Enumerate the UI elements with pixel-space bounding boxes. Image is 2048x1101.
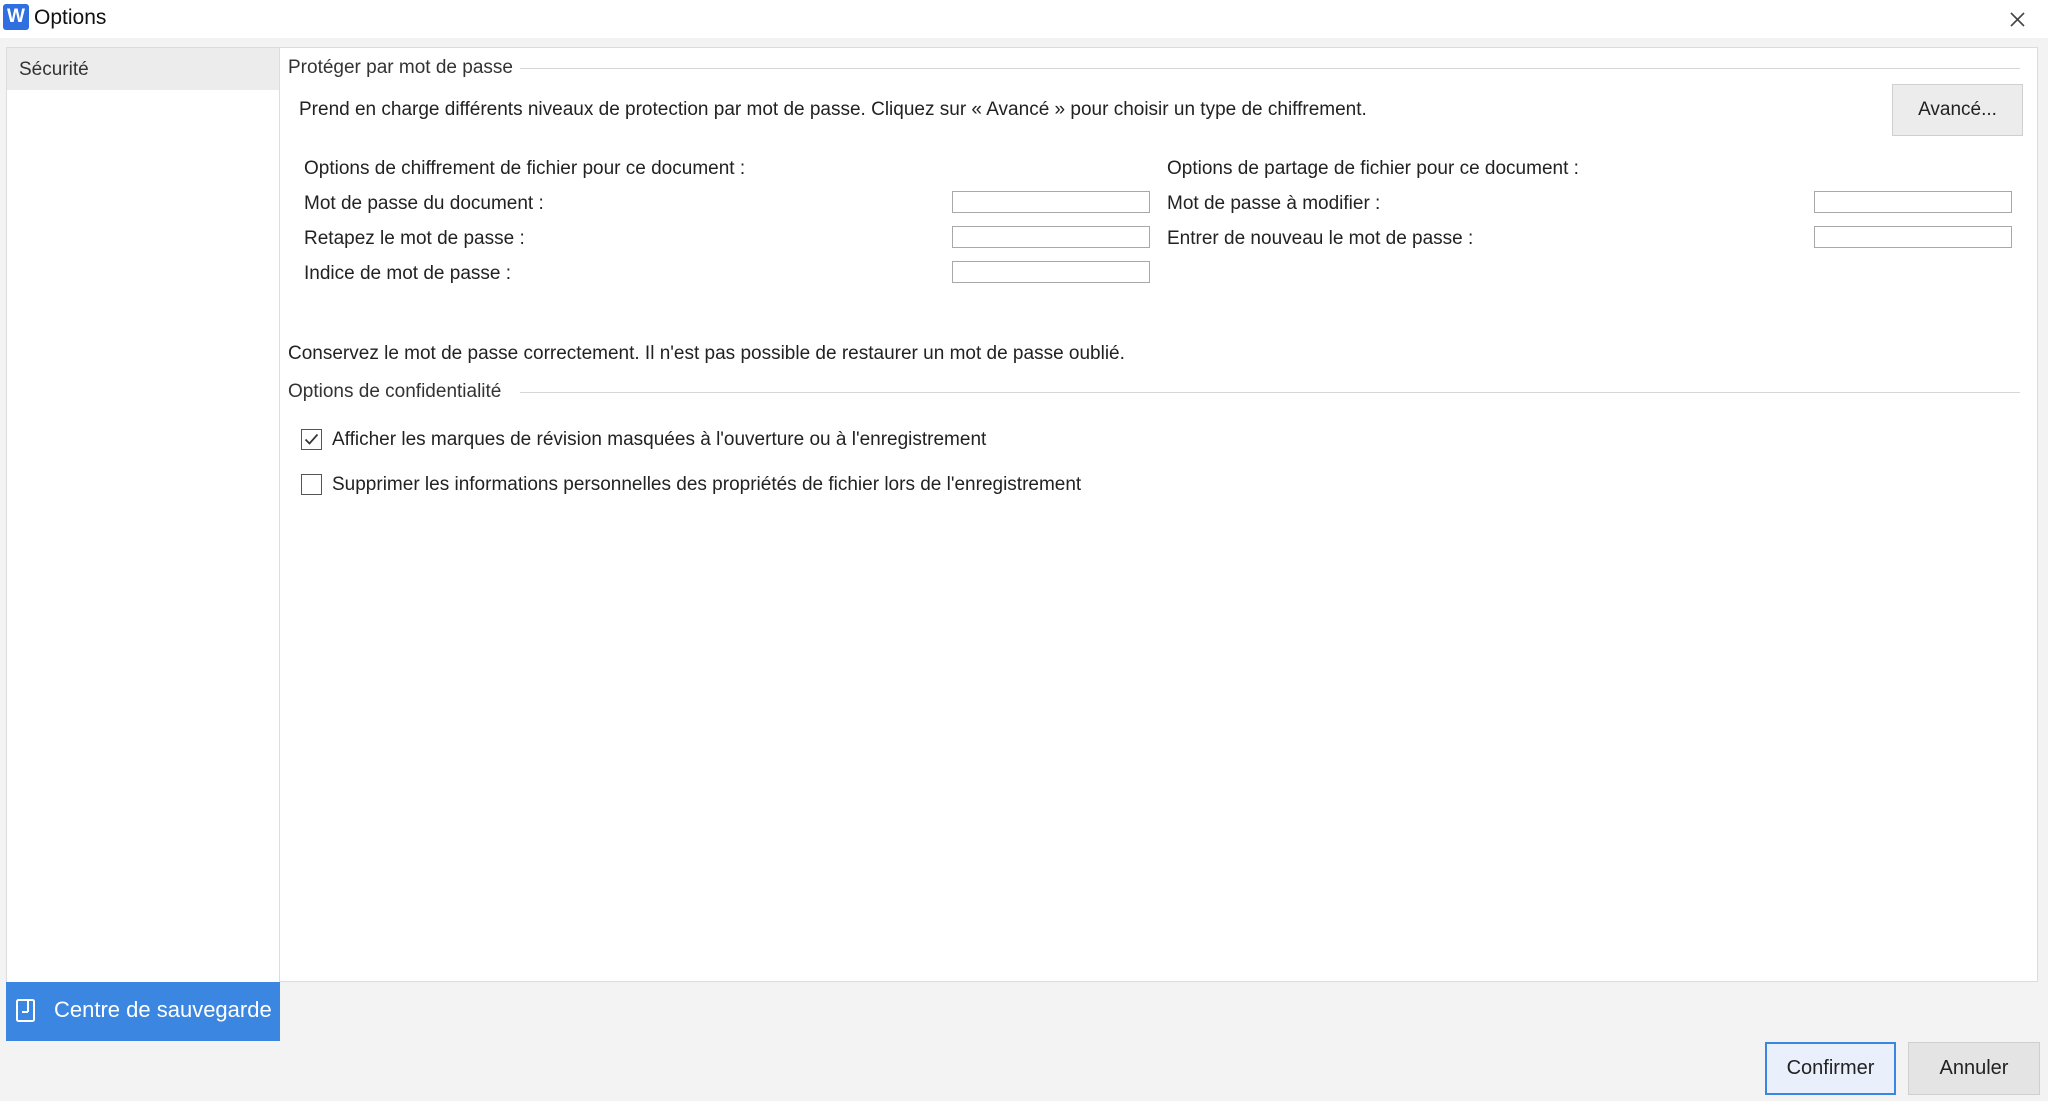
title-bar	[0, 0, 2048, 38]
checkmark-icon	[303, 431, 320, 448]
backup-center-button[interactable]	[6, 982, 280, 1041]
remove-personal-info-label[interactable]: Supprimer les informations personnelles des propriétés de fichier lors de l'enregistrement	[332, 474, 1082, 495]
password-section-title: Protéger par mot de passe	[288, 57, 519, 79]
modify-password-label: Mot de passe à modifier :	[1167, 193, 1381, 214]
password-hint-label: Indice de mot de passe :	[304, 263, 512, 284]
privacy-section-title: Options de confidentialité	[288, 381, 507, 403]
sidebar-item-securite[interactable]: Sécurité	[7, 48, 279, 90]
wps-writer-logo-icon: W	[3, 4, 29, 30]
show-hidden-revisions-label[interactable]: Afficher les marques de révision masquées à l'ouverture ou à l'enregistrement	[332, 429, 987, 450]
cancel-button[interactable]: Annuler	[1908, 1042, 2040, 1095]
backup-center-label: Centre de sauvegarde	[54, 997, 272, 1022]
security-panel	[280, 47, 2038, 982]
reenter-password-label: Entrer de nouveau le mot de passe :	[1167, 228, 1474, 249]
window-title: Options	[34, 6, 107, 29]
password-description: Prend en charge différents niveaux de protection par mot de passe. Cliquez sur « Avancé » pour choisir un type de chiffrement.	[299, 99, 1367, 120]
password-section-divider	[520, 68, 2020, 69]
encryption-options-heading: Options de chiffrement de fichier pour ce document :	[304, 158, 746, 179]
privacy-section-divider	[520, 392, 2020, 393]
remove-personal-info-checkbox[interactable]	[301, 474, 322, 495]
password-warning: Conservez le mot de passe correctement. Il n'est pas possible de restaurer un mot de passe oublié.	[288, 343, 1125, 364]
close-button[interactable]	[2002, 6, 2032, 32]
close-icon	[2002, 6, 2032, 32]
password-hint-input[interactable]	[952, 261, 1150, 283]
document-password-label: Mot de passe du document :	[304, 193, 544, 214]
retype-password-label: Retapez le mot de passe :	[304, 228, 525, 249]
show-hidden-revisions-checkbox[interactable]	[301, 429, 322, 450]
document-password-input[interactable]	[952, 191, 1150, 213]
retype-password-input[interactable]	[952, 226, 1150, 248]
modify-password-input[interactable]	[1814, 191, 2012, 213]
backup-icon	[14, 998, 38, 1024]
reenter-password-input[interactable]	[1814, 226, 2012, 248]
sharing-options-heading: Options de partage de fichier pour ce document :	[1167, 158, 1579, 179]
advanced-button[interactable]: Avancé...	[1892, 84, 2023, 136]
confirm-button[interactable]: Confirmer	[1765, 1042, 1896, 1095]
sidebar	[6, 47, 280, 1041]
